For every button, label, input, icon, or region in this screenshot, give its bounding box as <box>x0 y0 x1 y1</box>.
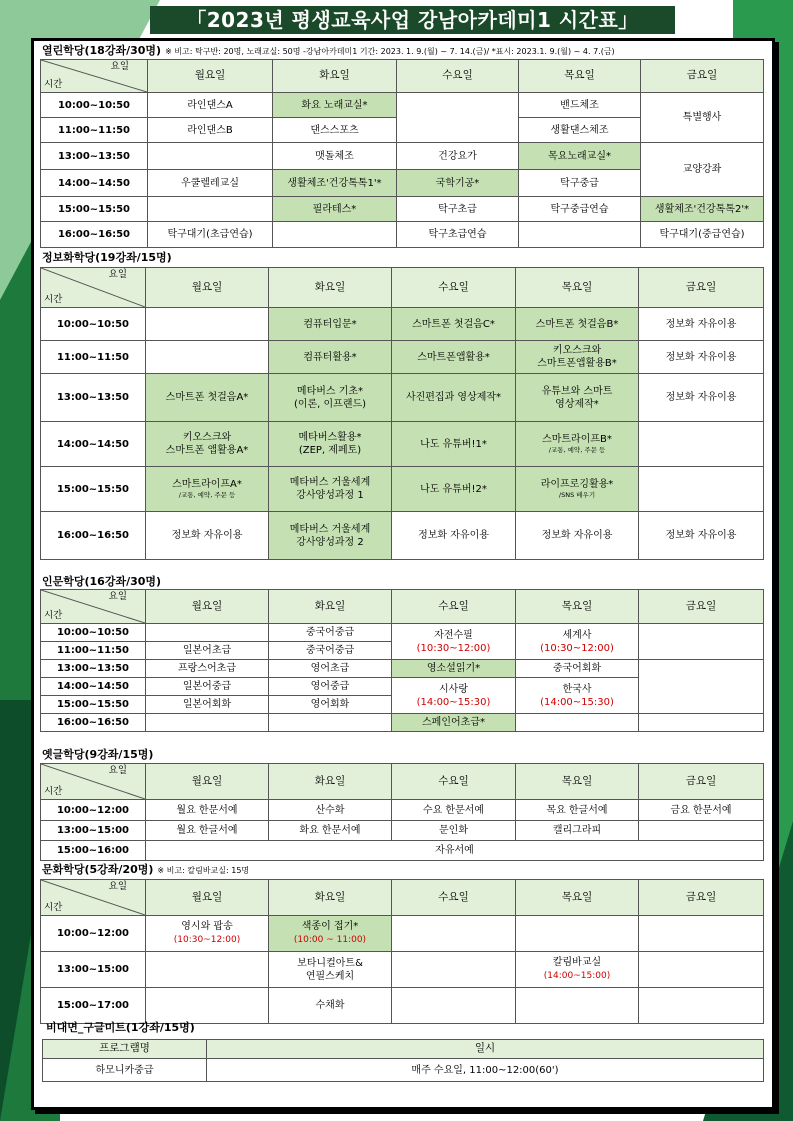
class-line: 강사양성과정 2 <box>296 536 364 548</box>
time-slot: 10:00~10:50 <box>41 624 146 642</box>
section4-heading: 옛글학당(9강좌/15명) <box>42 748 154 761</box>
empty-cell <box>392 952 516 988</box>
class-cell: 산수화 <box>269 800 392 821</box>
class-time-note: (10:30~12:00) <box>416 642 491 654</box>
open-timetable <box>40 59 764 248</box>
class-cell <box>516 952 639 988</box>
class-subnote: /교통, 예약, 주문 등 <box>548 446 606 455</box>
section-title-humanities <box>42 573 161 589</box>
class-cell: 사진편집과 영상제작* <box>392 374 516 422</box>
class-line: (이론, 이프랜드) <box>293 398 367 410</box>
class-line: 강사양성과정 1 <box>296 490 364 501</box>
empty-cell <box>146 308 269 341</box>
time-slot: 11:00~11:50 <box>41 341 146 374</box>
day-header-wed: 수요일 <box>392 268 516 308</box>
humanities-timetable <box>40 589 764 732</box>
day-header-mon: 월요일 <box>146 268 269 308</box>
day-header-fri: 금요일 <box>639 880 764 916</box>
class-cell: 댄스스포츠 <box>273 118 397 143</box>
time-slot: 15:00~16:00 <box>41 841 146 861</box>
class-cell: 정보화 자유이용 <box>639 374 764 422</box>
time-slot: 10:00~12:00 <box>41 916 146 952</box>
oldtext-timetable <box>40 763 764 861</box>
class-cell: 금요 한문서예 <box>639 800 764 821</box>
class-cell: 컴퓨터활용* <box>269 341 392 374</box>
class-cell: 특별행사 <box>641 93 764 143</box>
day-header-wed: 수요일 <box>392 590 516 624</box>
class-cell: 생활댄스체조 <box>519 118 641 143</box>
class-cell: 월요 한글서예 <box>146 821 269 841</box>
class-line: 칼림바교실 <box>552 957 602 969</box>
online-table <box>42 1039 764 1082</box>
day-header-mon: 월요일 <box>146 764 269 800</box>
time-slot: 15:00~17:00 <box>41 988 146 1024</box>
class-cell <box>269 916 392 952</box>
class-cell: 정보화 자유이용 <box>639 341 764 374</box>
class-line: 메타버스 거울세계 <box>289 477 371 488</box>
class-cell: 일본어중급 <box>146 678 269 696</box>
class-cell: 월요 한문서예 <box>146 800 269 821</box>
class-cell <box>146 916 269 952</box>
page-title: 「2023년 평생교육사업 강남아카데미1 시간표」 <box>150 6 675 34</box>
section-title-info <box>42 249 172 265</box>
day-header-wed: 수요일 <box>397 60 519 93</box>
class-cell <box>392 678 516 714</box>
class-cell: 중국어회화 <box>516 660 639 678</box>
class-cell: 생활체조'건강톡톡2'* <box>641 197 764 222</box>
culture-timetable <box>40 879 764 1024</box>
empty-cell <box>146 952 269 988</box>
class-time-note: (14:00~15:30) <box>540 696 614 708</box>
class-cell: 정보화 자유이용 <box>516 512 639 560</box>
empty-cell <box>639 467 764 512</box>
class-line: 시사랑 <box>439 683 468 695</box>
class-line: 유튜브와 스마트 <box>541 385 613 397</box>
time-slot: 10:00~10:50 <box>41 308 146 341</box>
day-header-tue: 화요일 <box>269 880 392 916</box>
time-slot: 16:00~16:50 <box>41 512 146 560</box>
day-header-thu: 목요일 <box>516 764 639 800</box>
empty-cell <box>146 714 269 732</box>
class-cell: 라인댄스B <box>148 118 273 143</box>
time-slot: 10:00~12:00 <box>41 800 146 821</box>
empty-cell <box>148 143 273 170</box>
class-cell: 정보화 자유이용 <box>392 512 516 560</box>
class-cell: 건강요가 <box>397 143 519 170</box>
day-label: 요일 <box>108 591 127 602</box>
class-cell: 탁구대기(중급연습) <box>641 222 764 248</box>
time-slot: 11:00~11:50 <box>41 642 146 660</box>
empty-cell <box>639 714 764 732</box>
time-slot: 10:00~10:50 <box>41 93 148 118</box>
empty-cell <box>639 624 764 660</box>
class-cell: 목요 한글서예 <box>516 800 639 821</box>
time-label: 시간 <box>44 609 63 621</box>
class-cell: 영소설읽기* <box>392 660 516 678</box>
class-line: 한국사 <box>562 683 592 695</box>
class-cell <box>146 467 269 512</box>
class-time-note: (14:00~15:30) <box>416 696 491 708</box>
empty-cell <box>639 660 764 714</box>
class-line: 연필스케치 <box>305 970 355 982</box>
time-slot: 13:00~13:50 <box>41 143 148 170</box>
section1-note: ※ 비고: 탁구반: 20명, 노래교실: 50명 -강남아카데미1 기간: 2023. 1. 9.(월) ~ 7. 14.(금)/ *표시: 2023.1. 9.(월) ~ 4. 7.(금) <box>165 47 615 56</box>
class-cell <box>516 374 639 422</box>
empty-cell <box>397 93 519 143</box>
class-cell: 자유서예 <box>146 841 764 861</box>
class-line: (ZEP, 제페토) <box>298 445 362 456</box>
class-cell: 탁구중급연습 <box>519 197 641 222</box>
class-time-note: (10:30~12:00) <box>540 642 614 654</box>
empty-cell <box>392 988 516 1024</box>
class-cell: 컴퓨터입문* <box>269 308 392 341</box>
class-cell: 라인댄스A <box>148 93 273 118</box>
time-slot: 15:00~15:50 <box>41 696 146 714</box>
day-label: 요일 <box>108 765 127 776</box>
time-label: 시간 <box>44 785 63 797</box>
day-header-fri: 금요일 <box>639 268 764 308</box>
class-cell: 필라테스* <box>273 197 397 222</box>
class-cell: 정보화 자유이용 <box>639 512 764 560</box>
class-line: 메타버스활용* <box>298 432 362 443</box>
class-cell: 수요 한문서예 <box>392 800 516 821</box>
class-cell: 탁구초급 <box>397 197 519 222</box>
class-cell: 나도 유튜버!1* <box>392 422 516 467</box>
section6-heading: 비대면_구글미트(1강좌/15명) <box>46 1021 195 1034</box>
day-header-tue: 화요일 <box>273 60 397 93</box>
empty-cell <box>516 916 639 952</box>
class-cell <box>516 678 639 714</box>
class-line: 라이프로깅활용* <box>540 479 614 491</box>
class-time-note: (14:00~15:00) <box>543 971 611 982</box>
class-cell: 스마트폰 첫걸음C* <box>392 308 516 341</box>
class-cell <box>269 512 392 560</box>
section1-heading: 열린학당(18강좌/30명) <box>42 44 162 57</box>
day-header-thu: 목요일 <box>516 268 639 308</box>
class-cell: 스페인어초급* <box>392 714 516 732</box>
time-label: 시간 <box>44 78 63 90</box>
class-line: 보타니컬아트& <box>297 957 363 969</box>
empty-cell <box>392 916 516 952</box>
class-cell: 국학기공* <box>397 170 519 197</box>
empty-cell <box>639 988 764 1024</box>
class-line: 영상제작* <box>555 398 599 410</box>
class-subnote: /SNS 배우기 <box>558 491 596 500</box>
time-slot: 13:00~15:00 <box>41 821 146 841</box>
class-cell <box>516 624 639 660</box>
time-slot: 13:00~13:50 <box>41 374 146 422</box>
empty-cell <box>146 624 269 642</box>
day-label: 요일 <box>110 61 129 72</box>
class-line: 메타버스 기초* <box>296 385 364 397</box>
day-header-thu: 목요일 <box>519 60 641 93</box>
time-slot: 14:00~14:50 <box>41 678 146 696</box>
class-cell: 일본어초급 <box>146 642 269 660</box>
empty-cell <box>269 714 392 732</box>
empty-cell <box>516 714 639 732</box>
empty-cell <box>639 821 764 841</box>
class-cell <box>146 422 269 467</box>
class-cell: 영어초급 <box>269 660 392 678</box>
class-line: 세계사 <box>562 629 592 641</box>
class-cell <box>516 341 639 374</box>
day-header-tue: 화요일 <box>269 268 392 308</box>
class-line: 스마트라이프B* <box>542 434 612 446</box>
table-corner <box>41 60 148 93</box>
class-cell: 정보화 자유이용 <box>146 512 269 560</box>
class-line: 영시와 팝송 <box>181 921 233 933</box>
day-header-mon: 월요일 <box>148 60 273 93</box>
class-cell: 탁구초급연습 <box>397 222 519 248</box>
day-label: 요일 <box>108 269 127 280</box>
section3-heading: 인문학당(16강좌/30명) <box>42 575 162 588</box>
time-slot: 15:00~15:50 <box>41 467 146 512</box>
class-line: 키오스크와 <box>182 432 232 443</box>
class-line: 스마트폰 앱활용A* <box>165 445 249 456</box>
class-cell: 탁구중급 <box>519 170 641 197</box>
day-label: 요일 <box>108 881 127 892</box>
empty-cell <box>519 222 641 248</box>
empty-cell <box>639 422 764 467</box>
day-header-fri: 금요일 <box>641 60 764 93</box>
class-cell <box>269 374 392 422</box>
class-line: 자전수필 <box>434 629 473 641</box>
empty-cell <box>273 222 397 248</box>
class-cell <box>269 422 392 467</box>
table-corner <box>41 268 146 308</box>
time-slot: 13:00~15:00 <box>41 952 146 988</box>
empty-cell <box>639 952 764 988</box>
time-slot: 16:00~16:50 <box>41 714 146 732</box>
class-cell: 교양강좌 <box>641 143 764 197</box>
class-cell <box>269 952 392 988</box>
class-cell: 맷돌체조 <box>273 143 397 170</box>
class-cell: 수채화 <box>269 988 392 1024</box>
day-header-mon: 월요일 <box>146 590 269 624</box>
class-cell: 정보화 자유이용 <box>639 308 764 341</box>
time-slot: 15:00~15:50 <box>41 197 148 222</box>
time-slot: 11:00~11:50 <box>41 118 148 143</box>
day-header-thu: 목요일 <box>516 880 639 916</box>
class-line: 키오스크와 <box>552 345 602 356</box>
class-cell: 중국어중급 <box>269 642 392 660</box>
class-cell: 스마트폰 첫걸음B* <box>516 308 639 341</box>
day-header-thu: 목요일 <box>516 590 639 624</box>
class-cell: 중국어중급 <box>269 624 392 642</box>
class-cell: 탁구대기(초급연습) <box>148 222 273 248</box>
class-subnote: /교통, 예약, 주문 등 <box>178 491 236 500</box>
day-header-wed: 수요일 <box>392 764 516 800</box>
class-cell: 목요노래교실* <box>519 143 641 170</box>
program-name: 하모니카중급 <box>43 1059 207 1082</box>
info-timetable <box>40 267 764 560</box>
class-line: 스마트폰앱활용B* <box>537 358 617 369</box>
day-header-fri: 금요일 <box>639 590 764 624</box>
day-header-mon: 월요일 <box>146 880 269 916</box>
class-cell: 스마트폰 첫걸음A* <box>146 374 269 422</box>
section-title-culture <box>42 861 249 877</box>
table-corner <box>41 764 146 800</box>
class-cell: 밴드체조 <box>519 93 641 118</box>
day-header-tue: 화요일 <box>269 764 392 800</box>
table-corner <box>41 590 146 624</box>
time-slot: 14:00~14:50 <box>41 170 148 197</box>
empty-cell <box>639 916 764 952</box>
class-cell <box>516 467 639 512</box>
class-cell: 문인화 <box>392 821 516 841</box>
section-title-oldtext <box>42 746 153 762</box>
schedule-header: 일시 <box>207 1040 764 1059</box>
section2-heading: 정보화학당(19강좌/15명) <box>42 251 172 264</box>
program-header: 프로그램명 <box>43 1040 207 1059</box>
empty-cell <box>146 341 269 374</box>
class-time-note: (10:30~12:00) <box>173 935 241 946</box>
time-slot: 14:00~14:50 <box>41 422 146 467</box>
time-label: 시간 <box>44 293 63 305</box>
section5-heading: 문화학당(5강좌/20명) <box>42 863 154 876</box>
day-header-fri: 금요일 <box>639 764 764 800</box>
table-corner <box>41 880 146 916</box>
class-cell: 우쿨렐레교실 <box>148 170 273 197</box>
class-cell: 스마트폰앱활용* <box>392 341 516 374</box>
class-cell: 나도 유튜버!2* <box>392 467 516 512</box>
class-cell: 영어회화 <box>269 696 392 714</box>
section-title-open <box>42 42 615 58</box>
class-line: 스마트라이프A* <box>172 479 242 491</box>
class-line: 메타버스 거울세계 <box>289 523 371 535</box>
class-cell: 프랑스어초급 <box>146 660 269 678</box>
class-cell <box>392 624 516 660</box>
day-header-wed: 수요일 <box>392 880 516 916</box>
class-cell: 화요 한문서예 <box>269 821 392 841</box>
section5-note: ※ 비고: 칼림바교실: 15명 <box>157 866 250 875</box>
time-slot: 13:00~13:50 <box>41 660 146 678</box>
class-cell: 일본어회화 <box>146 696 269 714</box>
class-cell: 영어중급 <box>269 678 392 696</box>
class-cell: 캘리그라피 <box>516 821 639 841</box>
day-header-tue: 화요일 <box>269 590 392 624</box>
class-time-note: (10:00 ~ 11:00) <box>293 935 367 946</box>
class-cell: 화요 노래교실* <box>273 93 397 118</box>
class-cell <box>269 467 392 512</box>
class-cell <box>516 422 639 467</box>
time-slot: 16:00~16:50 <box>41 222 148 248</box>
time-label: 시간 <box>44 901 63 913</box>
program-schedule: 매주 수요일, 11:00~12:00(60') <box>207 1059 764 1082</box>
class-line: 색종이 접기* <box>301 921 359 933</box>
empty-cell <box>516 988 639 1024</box>
empty-cell <box>148 197 273 222</box>
class-cell: 생활체조'건강톡톡1'* <box>273 170 397 197</box>
section-title-online <box>46 1019 195 1035</box>
